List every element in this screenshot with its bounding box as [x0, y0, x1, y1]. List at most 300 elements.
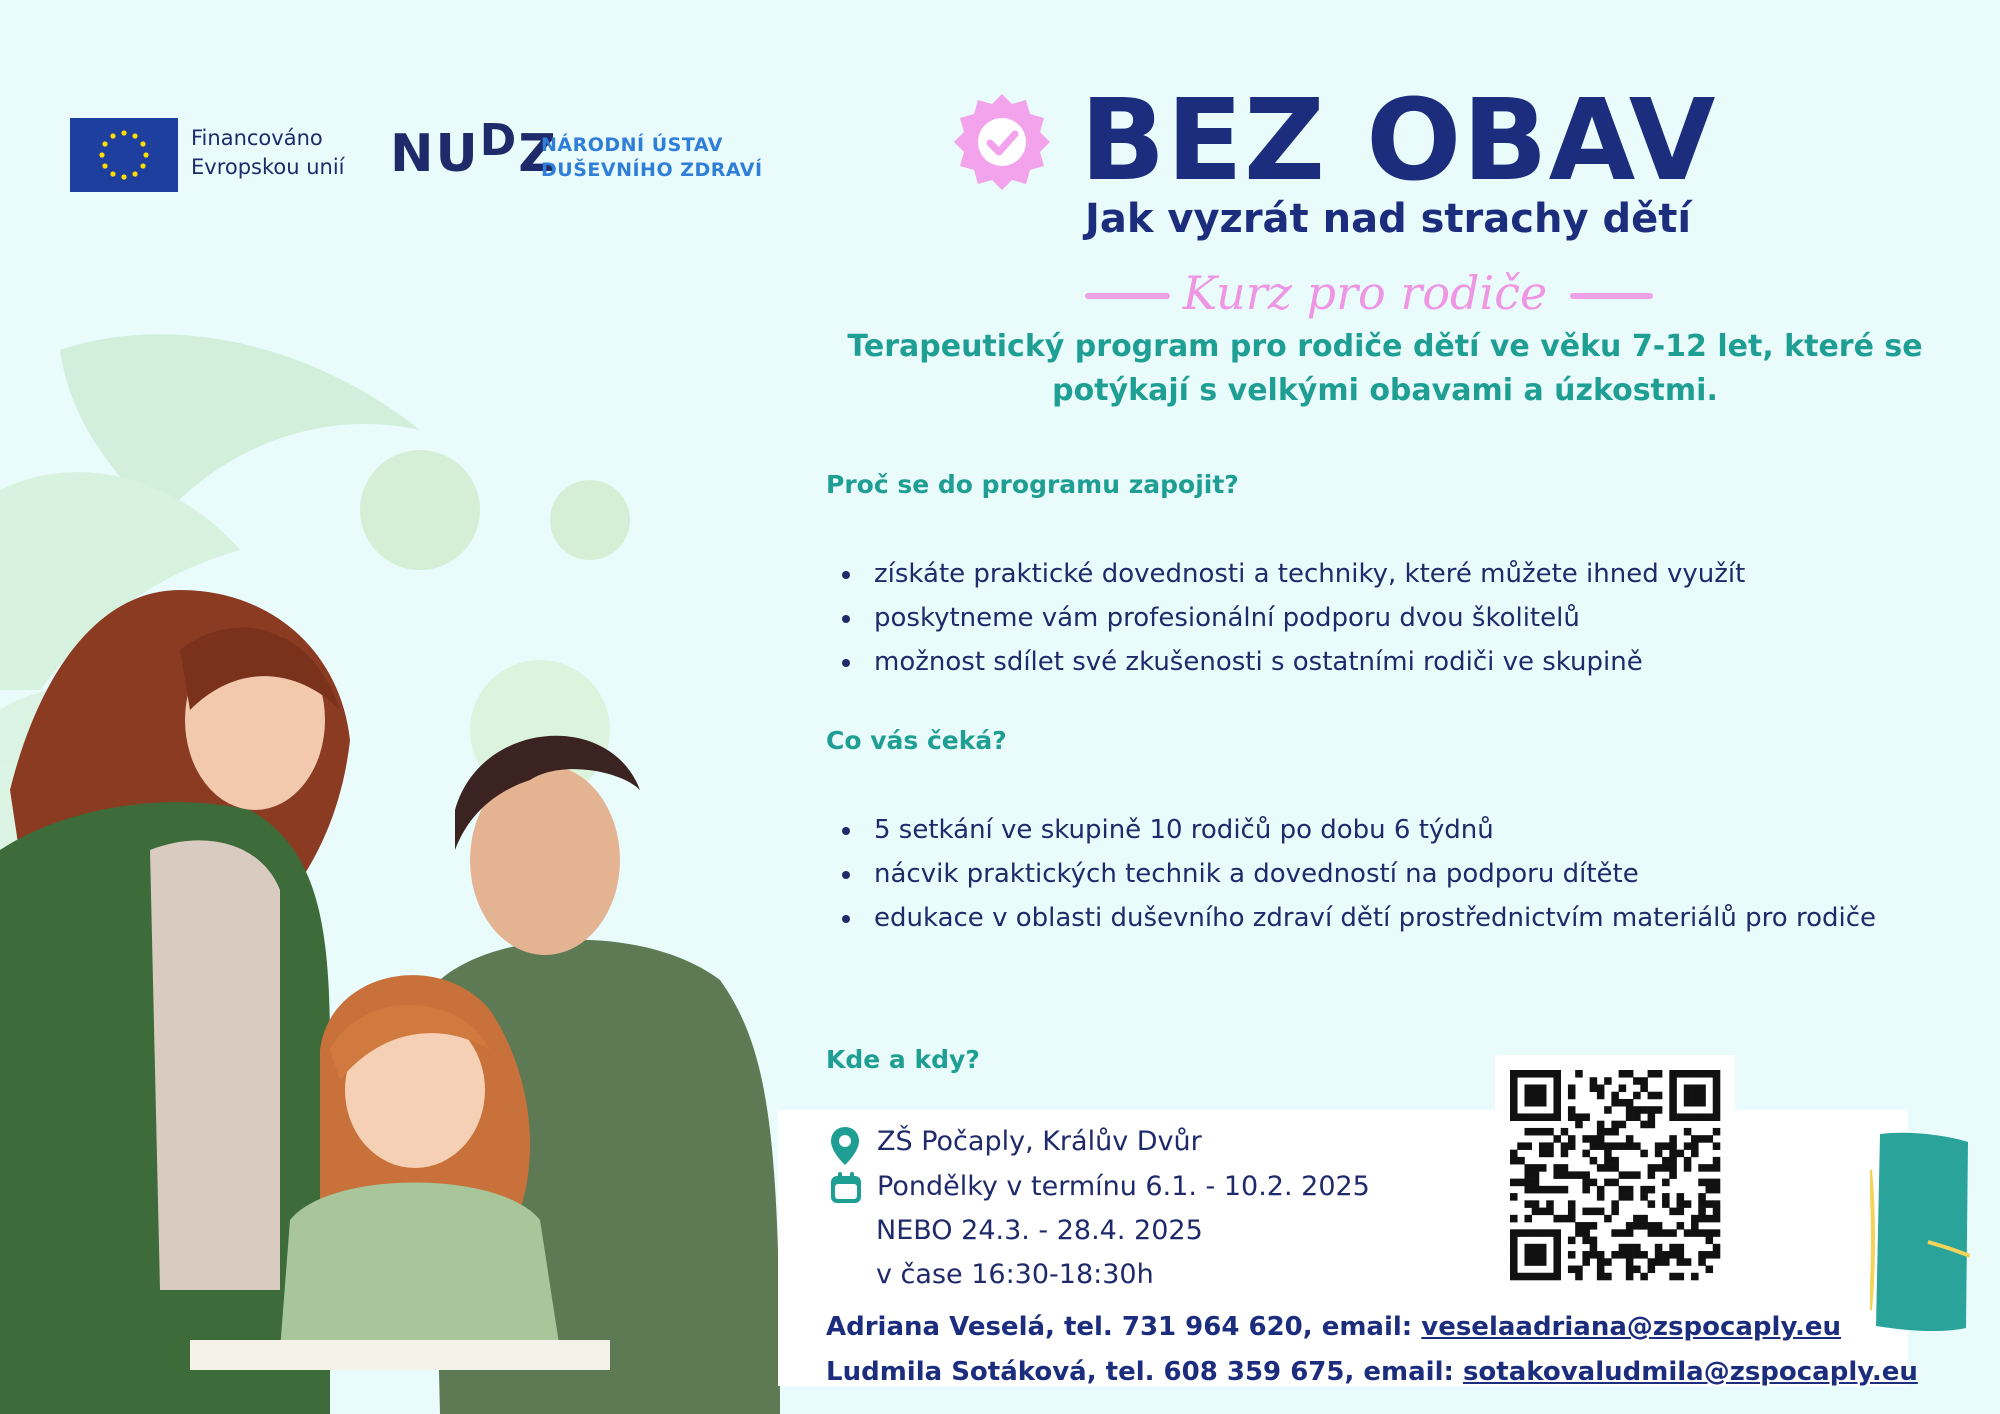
qr-module — [1706, 1237, 1714, 1245]
qr-module — [1539, 1113, 1547, 1121]
qr-module — [1590, 1244, 1598, 1252]
qr-module — [1524, 1244, 1532, 1252]
qr-module — [1597, 1186, 1605, 1194]
qr-module — [1655, 1070, 1663, 1078]
qr-module — [1604, 1106, 1612, 1114]
qr-module — [1669, 1142, 1677, 1150]
qr-module — [1655, 1258, 1663, 1266]
qr-module — [1706, 1135, 1714, 1143]
qr-module — [1669, 1070, 1677, 1078]
qr-module — [1684, 1084, 1692, 1092]
qr-module — [1640, 1222, 1648, 1230]
location-pin-icon — [830, 1126, 860, 1166]
qr-module — [1597, 1084, 1605, 1092]
list-item: možnost sdílet své zkušenosti s ostatními rodiči ve skupině — [832, 640, 1745, 684]
qr-module — [1590, 1077, 1598, 1085]
qr-module — [1568, 1106, 1576, 1114]
qr-module — [1713, 1164, 1721, 1172]
qr-module — [1532, 1164, 1540, 1172]
qr-module — [1539, 1099, 1547, 1107]
qr-module — [1517, 1229, 1525, 1237]
section-where-heading: Kde a kdy? — [826, 1045, 980, 1074]
qr-module — [1713, 1208, 1721, 1216]
qr-module — [1539, 1070, 1547, 1078]
qr-module — [1626, 1266, 1634, 1274]
qr-module — [1532, 1186, 1540, 1194]
qr-module — [1532, 1244, 1540, 1252]
qr-module — [1691, 1142, 1699, 1150]
qr-module — [1568, 1113, 1576, 1121]
qr-module — [1546, 1142, 1554, 1150]
qr-module — [1532, 1171, 1540, 1179]
qr-module — [1691, 1099, 1699, 1107]
qr-module — [1590, 1142, 1598, 1150]
qr-module — [1611, 1164, 1619, 1172]
qr-module — [1597, 1273, 1605, 1281]
qr-module — [1546, 1113, 1554, 1121]
qr-module — [1510, 1113, 1518, 1121]
qr-module — [1568, 1084, 1576, 1092]
qr-module — [1648, 1113, 1656, 1121]
qr-module — [1532, 1200, 1540, 1208]
qr-module — [1524, 1251, 1532, 1259]
qr-module — [1684, 1128, 1692, 1136]
page-subtitle: Jak vyzrát nad strachy dětí — [1085, 196, 1692, 242]
qr-module — [1698, 1084, 1706, 1092]
qr-module — [1582, 1171, 1590, 1179]
qr-module — [1604, 1157, 1612, 1165]
qr-module — [1539, 1150, 1547, 1158]
qr-code[interactable] — [1495, 1055, 1735, 1295]
qr-module — [1684, 1258, 1692, 1266]
qr-module — [1698, 1135, 1706, 1143]
qr-module — [1510, 1266, 1518, 1274]
qr-module — [1568, 1092, 1576, 1100]
nudz-mark-c: Z — [518, 124, 558, 184]
qr-module — [1713, 1070, 1721, 1078]
qr-module — [1626, 1142, 1634, 1150]
check-badge-icon — [952, 92, 1052, 192]
qr-module — [1575, 1171, 1583, 1179]
qr-module — [1655, 1222, 1663, 1230]
qr-module — [1524, 1200, 1532, 1208]
qr-module — [1590, 1135, 1598, 1143]
qr-module — [1633, 1266, 1641, 1274]
qr-module — [1568, 1251, 1576, 1259]
qr-module — [1662, 1179, 1670, 1187]
qr-module — [1604, 1150, 1612, 1158]
qr-module — [1553, 1244, 1561, 1252]
qr-module — [1524, 1164, 1532, 1172]
qr-module — [1684, 1164, 1692, 1172]
qr-module — [1597, 1092, 1605, 1100]
qr-module — [1619, 1251, 1627, 1259]
qr-module — [1619, 1099, 1627, 1107]
qr-module — [1684, 1113, 1692, 1121]
date-line-1: Pondělky v termínu 6.1. - 10.2. 2025 — [877, 1171, 1370, 1202]
qr-module — [1611, 1229, 1619, 1237]
qr-module — [1677, 1113, 1685, 1121]
qr-module — [1604, 1273, 1612, 1281]
qr-module — [1539, 1208, 1547, 1216]
qr-code-pattern — [1495, 1055, 1735, 1295]
qr-module — [1633, 1077, 1641, 1085]
qr-module — [1575, 1070, 1583, 1078]
qr-module — [1633, 1215, 1641, 1223]
qr-module — [1510, 1077, 1518, 1085]
qr-module — [1626, 1099, 1634, 1107]
qr-module — [1611, 1128, 1619, 1136]
list-item: 5 setkání ve skupině 10 rodičů po dobu 6 týdnů — [832, 808, 1876, 852]
qr-module — [1706, 1070, 1714, 1078]
qr-module — [1539, 1273, 1547, 1281]
qr-module — [1619, 1244, 1627, 1252]
qr-module — [1648, 1229, 1656, 1237]
qr-module — [1524, 1186, 1532, 1194]
qr-module — [1691, 1222, 1699, 1230]
qr-module — [1532, 1208, 1540, 1216]
qr-module — [1662, 1157, 1670, 1165]
qr-module — [1648, 1186, 1656, 1194]
qr-module — [1546, 1186, 1554, 1194]
qr-module — [1640, 1251, 1648, 1259]
qr-module — [1698, 1092, 1706, 1100]
qr-module — [1597, 1164, 1605, 1172]
qr-module — [1633, 1142, 1641, 1150]
qr-module — [1713, 1251, 1721, 1259]
qr-module — [1662, 1164, 1670, 1172]
qr-module — [1510, 1251, 1518, 1259]
qr-module — [1553, 1237, 1561, 1245]
qr-module — [1655, 1106, 1663, 1114]
qr-module — [1626, 1135, 1634, 1143]
qr-module — [1517, 1070, 1525, 1078]
page-title: BEZ OBAV — [1080, 76, 1717, 206]
qr-module — [1510, 1215, 1518, 1223]
qr-module — [1684, 1092, 1692, 1100]
qr-module — [1713, 1099, 1721, 1107]
qr-module — [1597, 1208, 1605, 1216]
qr-module — [1713, 1084, 1721, 1092]
qr-module — [1590, 1237, 1598, 1245]
qr-module — [1546, 1070, 1554, 1078]
qr-module — [1713, 1215, 1721, 1223]
kurz-line-left — [1085, 293, 1170, 299]
qr-module — [1539, 1251, 1547, 1259]
qr-module — [1524, 1273, 1532, 1281]
qr-module — [1546, 1128, 1554, 1136]
qr-module — [1633, 1244, 1641, 1252]
qr-module — [1698, 1099, 1706, 1107]
qr-module — [1669, 1113, 1677, 1121]
qr-module — [1713, 1200, 1721, 1208]
qr-module — [1539, 1229, 1547, 1237]
qr-module — [1626, 1113, 1634, 1121]
qr-module — [1532, 1258, 1540, 1266]
qr-module — [1539, 1164, 1547, 1172]
qr-module — [1640, 1193, 1648, 1201]
qr-module — [1633, 1113, 1641, 1121]
qr-module — [1546, 1150, 1554, 1158]
qr-module — [1561, 1171, 1569, 1179]
qr-module — [1640, 1121, 1648, 1129]
qr-module — [1691, 1070, 1699, 1078]
qr-module — [1561, 1164, 1569, 1172]
qr-module — [1532, 1084, 1540, 1092]
course-label: Kurz pro rodiče — [1182, 266, 1548, 320]
qr-module — [1532, 1179, 1540, 1187]
qr-module — [1706, 1200, 1714, 1208]
qr-module — [1553, 1171, 1561, 1179]
qr-module — [1698, 1193, 1706, 1201]
location-text: ZŠ Počaply, Králův Dvůr — [877, 1126, 1202, 1157]
qr-module — [1510, 1070, 1518, 1078]
time-line: v čase 16:30-18:30h — [876, 1259, 1154, 1290]
qr-module — [1517, 1157, 1525, 1165]
qr-module — [1669, 1164, 1677, 1172]
qr-module — [1611, 1251, 1619, 1259]
qr-module — [1691, 1135, 1699, 1143]
qr-module — [1640, 1150, 1648, 1158]
qr-module — [1561, 1142, 1569, 1150]
qr-module — [1706, 1266, 1714, 1274]
qr-module — [1698, 1200, 1706, 1208]
qr-module — [1655, 1142, 1663, 1150]
qr-module — [1655, 1229, 1663, 1237]
qr-module — [1713, 1179, 1721, 1187]
qr-module — [1582, 1229, 1590, 1237]
qr-module — [1532, 1251, 1540, 1259]
qr-module — [1568, 1266, 1576, 1274]
qr-module — [1582, 1251, 1590, 1259]
family-illustration — [0, 290, 790, 1414]
section-what-heading: Co vás čeká? — [826, 726, 1007, 755]
qr-module — [1669, 1229, 1677, 1237]
qr-module — [1590, 1208, 1598, 1216]
qr-module — [1691, 1229, 1699, 1237]
qr-module — [1669, 1106, 1677, 1114]
qr-module — [1626, 1193, 1634, 1201]
nudz-mark-a: NU — [390, 124, 480, 184]
qr-module — [1713, 1128, 1721, 1136]
qr-module — [1597, 1142, 1605, 1150]
qr-module — [1677, 1070, 1685, 1078]
qr-module — [1669, 1099, 1677, 1107]
qr-module — [1604, 1258, 1612, 1266]
eu-funding-text — [191, 124, 345, 182]
qr-module — [1546, 1200, 1554, 1208]
qr-module — [1677, 1193, 1685, 1201]
contact-1-email-link[interactable]: veselaadriana@zspocaply.eu — [1421, 1312, 1842, 1342]
qr-module — [1510, 1157, 1518, 1165]
qr-module — [1582, 1179, 1590, 1187]
qr-module — [1648, 1171, 1656, 1179]
kurz-line-right — [1570, 293, 1653, 299]
qr-module — [1568, 1171, 1576, 1179]
qr-module — [1619, 1186, 1627, 1194]
qr-module — [1611, 1092, 1619, 1100]
qr-module — [1713, 1186, 1721, 1194]
qr-module — [1626, 1106, 1634, 1114]
section-why-list — [832, 552, 1745, 684]
qr-module — [1524, 1128, 1532, 1136]
eu-flag-icon — [70, 118, 178, 192]
qr-module — [1510, 1106, 1518, 1114]
qr-module — [1633, 1222, 1641, 1230]
qr-module — [1662, 1251, 1670, 1259]
qr-module — [1669, 1273, 1677, 1281]
qr-module — [1677, 1200, 1685, 1208]
qr-module — [1553, 1164, 1561, 1172]
qr-module — [1510, 1244, 1518, 1252]
qr-module — [1677, 1150, 1685, 1158]
qr-module — [1568, 1142, 1576, 1150]
qr-module — [1713, 1113, 1721, 1121]
qr-module — [1648, 1121, 1656, 1129]
qr-module — [1553, 1077, 1561, 1085]
qr-module — [1633, 1251, 1641, 1259]
qr-module — [1640, 1077, 1648, 1085]
qr-module — [1691, 1113, 1699, 1121]
qr-module — [1662, 1258, 1670, 1266]
qr-module — [1510, 1273, 1518, 1281]
nudz-mark-b: D — [479, 115, 519, 166]
section-why-heading: Proč se do programu zapojit? — [826, 470, 1239, 499]
qr-module — [1626, 1244, 1634, 1252]
qr-module — [1597, 1121, 1605, 1129]
qr-module — [1640, 1273, 1648, 1281]
qr-module — [1604, 1179, 1612, 1187]
qr-module — [1604, 1128, 1612, 1136]
qr-module — [1539, 1244, 1547, 1252]
eu-text-line1: Financováno — [191, 126, 323, 150]
qr-module — [1626, 1251, 1634, 1259]
qr-module — [1597, 1128, 1605, 1136]
qr-module — [1648, 1092, 1656, 1100]
qr-module — [1713, 1092, 1721, 1100]
qr-module — [1539, 1258, 1547, 1266]
qr-module — [1669, 1244, 1677, 1252]
qr-module — [1633, 1092, 1641, 1100]
qr-module — [1684, 1070, 1692, 1078]
qr-module — [1524, 1229, 1532, 1237]
qr-module — [1619, 1084, 1627, 1092]
qr-module — [1677, 1244, 1685, 1252]
list-item: získáte praktické dovednosti a techniky, které můžete ihned využít — [832, 552, 1745, 596]
nudz-line1: NÁRODNÍ ÚSTAV — [541, 134, 723, 156]
date-line-2: NEBO 24.3. - 28.4. 2025 — [876, 1215, 1203, 1246]
qr-module — [1640, 1215, 1648, 1223]
qr-module — [1553, 1099, 1561, 1107]
qr-module — [1698, 1208, 1706, 1216]
qr-module — [1568, 1215, 1576, 1223]
qr-module — [1619, 1142, 1627, 1150]
qr-module — [1539, 1092, 1547, 1100]
qr-module — [1524, 1084, 1532, 1092]
qr-module — [1655, 1164, 1663, 1172]
qr-module — [1626, 1273, 1634, 1281]
contact-2-text: Ludmila Sotáková, tel. 608 359 675, email: — [826, 1357, 1463, 1387]
qr-module — [1698, 1215, 1706, 1223]
qr-module — [1633, 1106, 1641, 1114]
qr-module — [1684, 1157, 1692, 1165]
qr-module — [1648, 1266, 1656, 1274]
qr-module — [1669, 1092, 1677, 1100]
qr-module — [1669, 1171, 1677, 1179]
contact-2-email-link[interactable]: sotakovaludmila@zspocaply.eu — [1462, 1357, 1918, 1387]
nudz-logo-mark — [390, 115, 558, 187]
qr-module — [1626, 1229, 1634, 1237]
qr-module — [1698, 1258, 1706, 1266]
qr-module — [1532, 1128, 1540, 1136]
qr-module — [1524, 1179, 1532, 1187]
qr-module — [1684, 1229, 1692, 1237]
qr-module — [1662, 1229, 1670, 1237]
qr-module — [1619, 1171, 1627, 1179]
qr-module — [1524, 1258, 1532, 1266]
qr-module — [1713, 1106, 1721, 1114]
qr-module — [1582, 1258, 1590, 1266]
qr-module — [1539, 1084, 1547, 1092]
qr-module — [1662, 1193, 1670, 1201]
qr-module — [1575, 1229, 1583, 1237]
qr-module — [1655, 1150, 1663, 1158]
qr-module — [1698, 1070, 1706, 1078]
qr-module — [1648, 1200, 1656, 1208]
qr-module — [1553, 1092, 1561, 1100]
qr-module — [1553, 1070, 1561, 1078]
qr-module — [1619, 1193, 1627, 1201]
qr-module — [1611, 1099, 1619, 1107]
qr-module — [1582, 1150, 1590, 1158]
contact-1-text: Adriana Veselá, tel. 731 964 620, email: — [826, 1312, 1422, 1342]
qr-module — [1677, 1273, 1685, 1281]
qr-module — [1561, 1186, 1569, 1194]
qr-module — [1524, 1215, 1532, 1223]
qr-module — [1604, 1164, 1612, 1172]
qr-module — [1626, 1070, 1634, 1078]
intro-text: Terapeutický program pro rodiče dětí ve věku 7-12 let, které se potýkají s velkými obavami a úzkostmi. — [847, 329, 1923, 408]
list-item: edukace v oblasti duševního zdraví dětí prostřednictvím materiálů pro rodiče — [832, 896, 1876, 940]
qr-module — [1532, 1113, 1540, 1121]
qr-module — [1532, 1229, 1540, 1237]
qr-module — [1691, 1092, 1699, 1100]
qr-module — [1546, 1273, 1554, 1281]
qr-module — [1648, 1070, 1656, 1078]
qr-module — [1582, 1186, 1590, 1194]
qr-module — [1604, 1077, 1612, 1085]
qr-module — [1706, 1179, 1714, 1187]
qr-module — [1713, 1157, 1721, 1165]
qr-module — [1698, 1113, 1706, 1121]
qr-module — [1524, 1171, 1532, 1179]
qr-module — [1532, 1070, 1540, 1078]
qr-module — [1648, 1106, 1656, 1114]
qr-module — [1532, 1273, 1540, 1281]
qr-module — [1713, 1077, 1721, 1085]
qr-module — [1524, 1142, 1532, 1150]
qr-module — [1597, 1135, 1605, 1143]
qr-module — [1532, 1092, 1540, 1100]
qr-module — [1706, 1251, 1714, 1259]
section-what-list — [832, 808, 1876, 940]
qr-module — [1640, 1106, 1648, 1114]
calendar-icon — [829, 1171, 863, 1205]
qr-module — [1590, 1084, 1598, 1092]
qr-module — [1669, 1157, 1677, 1165]
qr-module — [1655, 1244, 1663, 1252]
qr-module — [1517, 1142, 1525, 1150]
